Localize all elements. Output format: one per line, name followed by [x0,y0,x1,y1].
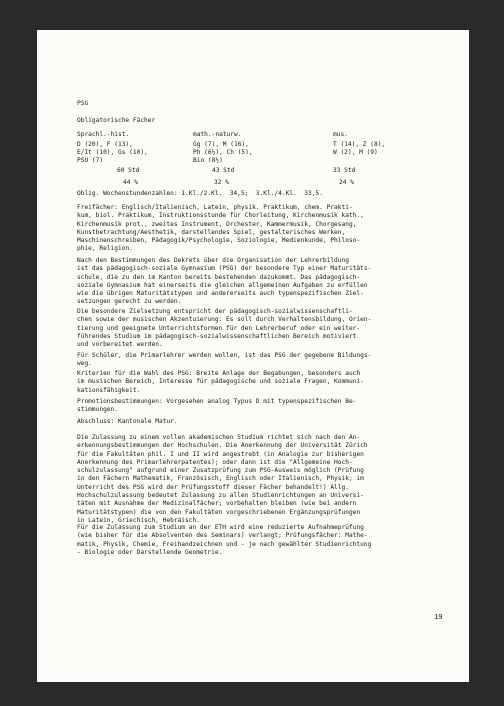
text-line: weg. [77,360,92,368]
text-line: Die Zulassung zu einem vollen akademischen Studium richtet sich nach den An- [77,434,361,441]
text-line: für die Fakultäten phil. I und II wird angestrebt (in Analogie zur bisherigen [77,450,364,458]
paragraph-freifaecher [77,204,449,254]
text-line: phie, Religion. [77,245,133,253]
subject-line: T (14), Z (8), [333,141,386,148]
text-line: stimmungen. [77,406,118,414]
hours-percent: 32 % [214,179,229,186]
subject-line: Bio (8½) [193,157,223,164]
subject-line: D (20), F (13), [77,141,133,148]
text-line: Die besondere Zielsetzung entspricht der pädagogisch-sozialwissenschaftli- [77,308,353,315]
weekly-hours-line: Oblig. Wochenstundenzahlen: 1.Kl./2.Kl. 34,5; 3.Kl./4.Kl. 33,5. [77,190,323,197]
text-line: Hochschulzulassung bedeutet Zulassung zu allen Studienrichtungen an Universi- [77,492,364,500]
text-line: Promotionsbestimmungen: Vorgesehen analog Typus D mit typenspezifischen Be- [77,398,357,405]
text-line: (wie bisher für die Absolventen des Seminars) verlangt; Prüfungsfächer: Mathe- [77,532,368,540]
text-line: kationsfähigkeit. [77,386,141,394]
text-line: im musischen Bereich, Interesse für pädagogische und soziale Fragen, Kommuni- [77,378,364,386]
text-line: schule, die zu den im Kanton bereits bestehenden dazukommt. Das pädagogisch- [77,273,361,281]
text-line: Kunstbetrachtung/Aesthetik, darstellendes Spiel, gestalterisches Werken, [77,228,346,236]
text-line: setzungen gerecht zu werden. [77,298,182,306]
text-line: ist das pädagogisch-soziale Gymnasium (PSG) der besondere Typ einer Maturitäts- [77,265,372,273]
subject-line: PSU (7) [77,157,104,164]
text-line: - Biologie oder Darstellende Geometrie. [77,548,223,556]
text-line: kum, biol. Praktikum, Instruktionsstunde für Chorleitung, Kirchenmusik kath., [77,212,364,220]
text-line: erkennungsbestimmungen der Hochschulen. Die Anerkennung der Universität Zürich [77,442,368,450]
text-line: Abschluss: Kantonale Matur. [77,418,178,425]
column-title-math: math.-naturw. [193,131,242,138]
text-line: Anerkennung des Primarlehrerpatentes); oder dann ist die "Allgemeine Hoch- [77,458,353,466]
text-line: schulzulassung" aufgrund einer Zusatzprüfung zum PSG-Ausweis möglich (Prüfung [77,467,364,475]
column-title-sprachl: Sprachl.-hist. [77,131,130,138]
hours-percent: 44 % [123,179,138,186]
paragraph-promotion [77,398,449,415]
document-header: PSG [77,100,89,107]
paragraph-abschluss [77,418,449,426]
text-line: in Latein, Griechisch, Hebräisch. [77,516,200,524]
hours-total: 60 Std [117,167,140,174]
text-line: Freifächer: Englisch/Italienisch, Latein, physik. Praktikum, chem. Prakti- [77,204,353,211]
paragraph-primarlehrer [77,352,449,369]
text-line: chen sowie der musischen Akzentuierung: Es soll durch Verhaltensbildung, Orien- [77,316,372,324]
paragraph-bestimmungen [77,257,449,307]
section-subtitle: Obligatorische Fächer [77,117,156,124]
text-line: wie die übrigen Maturitätstypen und andererseits auch typenspezifischen Ziel- [77,290,364,298]
text-line: täten mit Ausnahme der Medizinalfächer; vorbehalten bleiben (wie bei andern [77,500,357,508]
text-line: matik, Physik, Chemie, Freihandzeichnen und - je nach gewählter Studienrichtung [77,540,372,548]
document-page [37,30,469,682]
hours-percent: 24 % [339,179,354,186]
subject-line: E/It (10), Gs (10), [77,149,148,156]
paragraph-zielsetzung [77,308,449,349]
text-line: Kirchenmusik prot., zweites Instrument, Orchester, Kammermusik, Chorgesang, [77,220,357,228]
hours-total: 33 Std [333,167,356,174]
subject-line: Ph (6½), Ch (5), [193,149,253,156]
subject-line: Gg (7), M (16), [193,141,249,148]
text-line: Unterricht des PSG wird der Prüfungsstoff dieser Fächer behandelt!) Allg. [77,483,349,491]
text-line: tierung und geeignete Unterrichtsformen für den Lehrerberuf oder ein weiter- [77,324,361,332]
subject-line: W (2), M (9) [333,149,378,156]
text-line: Maturitätstypen) die von den Fakultäten vorgeschriebenen Ergänzungsprüfungen [77,508,361,516]
text-line: Für die Zulassung zum Studium an der ETH wird eine reduzierte Aufnahmeprüfung [77,524,364,531]
text-line: und vorbereitet werden. [77,341,163,349]
text-line: Nach den Bestimmungen des Dekrets über die Organisation der Lehrerbildung [77,257,349,264]
column-title-mus: mus. [333,131,348,138]
text-line: in den Fächern Mathematik, Französisch, Englisch oder Italienisch, Physik; im [77,475,364,483]
text-line: Kriterien für die Wahl des PSG: Breite Anlage der Begabungen, besonders auch [77,370,361,377]
text-line: soziale Gymnasium hat einerseits die gleichen allgemeinen Aufgaben zu erfüllen [77,281,368,289]
text-line: führendes Studium im pädagogisch-sozialwissenschaftlichen Bereich motiviert [77,332,357,340]
hours-total: 43 Std [212,167,235,174]
paragraph-zulassung [77,434,449,525]
page-number: 19 [434,613,443,621]
text-line: Für Schüler, die Primarlehrer werden wollen, ist das PSG der gegebene Bildungs- [77,352,372,359]
paragraph-eth [77,524,449,557]
paragraph-kriterien [77,370,449,395]
text-line: Maschinenschreiben, Pädagogik/Psychologie, Soziologie, Medienkunde, Philoso- [77,237,361,245]
